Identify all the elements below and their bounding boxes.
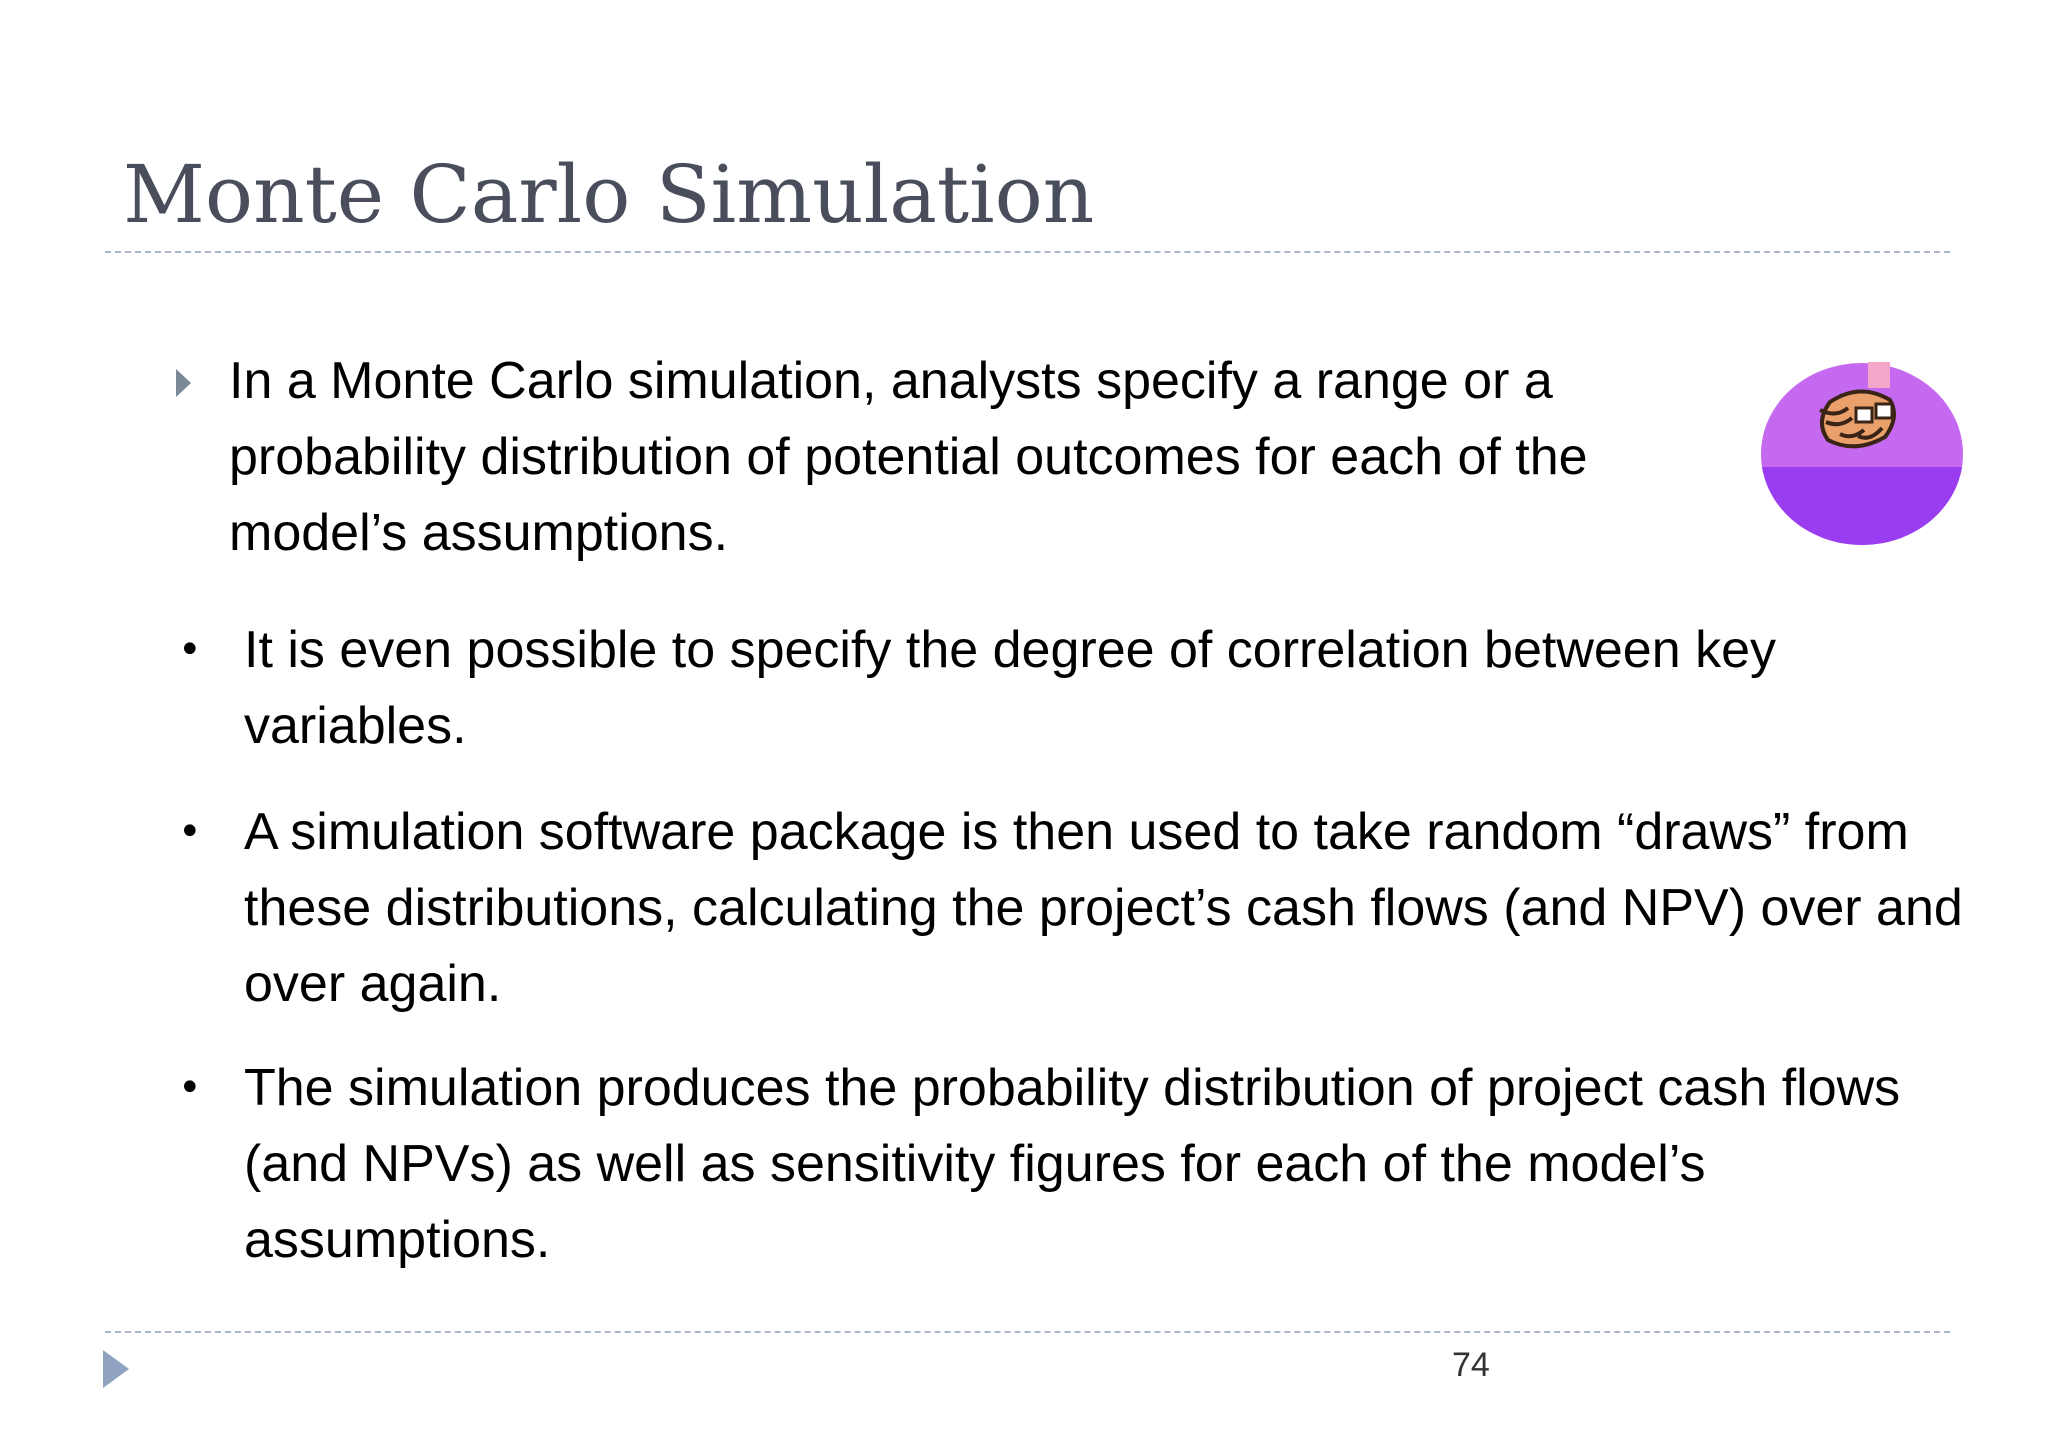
footer-divider <box>105 1331 1950 1333</box>
bullet-item <box>178 1050 2004 1278</box>
bullet-item <box>229 343 1709 571</box>
bullet-dot-icon: • <box>178 1065 202 1111</box>
triangle-arrow-icon <box>103 1350 129 1388</box>
bullet-text: In a Monte Carlo simulation, analysts specify a range or a probability distribution of potential outcomes for each of the model’s assumptions. <box>229 352 1588 562</box>
bullet-dot-icon: • <box>178 627 202 673</box>
bullet-text: It is even possible to specify the degree of correlation between key variables. <box>244 621 1776 755</box>
bullet-text: The simulation produces the probability distribution of project cash flows (and NPVs) as well as sensitivity figures for each of the model’s assumptions. <box>244 1059 1901 1269</box>
bullet-dot-icon: • <box>178 809 202 855</box>
bullet-text: A simulation software package is then used to take random “draws” from these distributions, calculating the project’s cash flows (and NPV) over and over again. <box>244 803 1963 1013</box>
arrow-bullet-icon <box>176 369 191 397</box>
hand-holding-dice-icon <box>1760 362 1965 547</box>
bullet-item <box>178 794 2004 1022</box>
page-number: 74 <box>1452 1346 1490 1384</box>
slide-title: Monte Carlo Simulation <box>123 148 1095 241</box>
title-divider <box>105 251 1950 253</box>
bullet-item <box>178 612 1974 764</box>
